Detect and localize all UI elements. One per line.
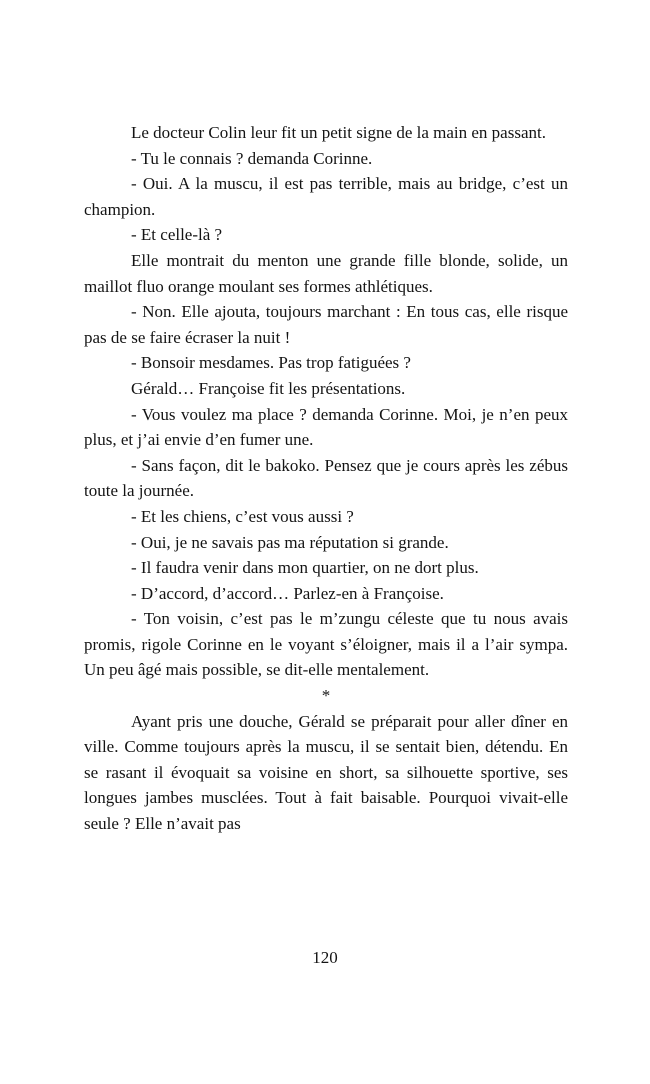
section-separator: * [321,686,331,706]
paragraph: - Tu le connais ? demanda Corinne. [131,148,373,168]
paragraph: - Non. Elle ajouta, toujours marchant : En tous cas, elle risque pas de se faire écraser la nuit ! [84,302,568,347]
paragraph: Ayant pris une douche, Gérald se préparait pour aller dîner en ville. Comme toujours après la muscu, il se sentait bien, détendu. En se rasant il évoquait sa voisine en short, sa silhouette sportive, ses longues jambes musclées. Tout à fait baisable. Pourquoi vivait-elle seule ? Elle n’avait pas [84,711,568,834]
paragraph: - Sans façon, dit le bakoko. Pensez que je cours après les zébus toute la journée. [84,455,568,501]
paragraph: - Vous voulez ma place ? demanda Corinne. Moi, je n’en peux plus, et j’ai envie d’en fumer une. [84,404,568,450]
page-number: 120 [312,948,338,967]
paragraph: Le docteur Colin leur fit un petit signe de la main en passant. [131,123,546,142]
paragraph: - D’accord, d’accord… Parlez-en à Françoise. [131,583,444,603]
paragraph: Gérald… Françoise fit les présentations. [131,378,406,398]
page-body [84,120,568,837]
paragraph: - Oui. A la muscu, il est pas terrible, mais au bridge, c’est un champion. [84,174,568,219]
paragraph: - Bonsoir mesdames. Pas trop fatiguées ? [131,353,411,373]
paragraph: - Ton voisin, c’est pas le m’zungu céleste que tu nous avais promis, rigole Corinne en le voyant s’éloigner, mais il a l’air sympa. Un peu âgé mais possible, se dit-elle mentalement. [84,609,568,680]
paragraph: Elle montrait du menton une grande fille blonde, solide, un maillot fluo orange moulant ses formes athlétiques. [84,250,568,296]
paragraph: - Il faudra venir dans mon quartier, on ne dort plus. [131,558,479,578]
paragraph: - Et les chiens, c’est vous aussi ? [131,506,354,526]
paragraph: - Et celle-là ? [131,225,223,245]
paragraph: - Oui, je ne savais pas ma réputation si grande. [131,532,449,552]
